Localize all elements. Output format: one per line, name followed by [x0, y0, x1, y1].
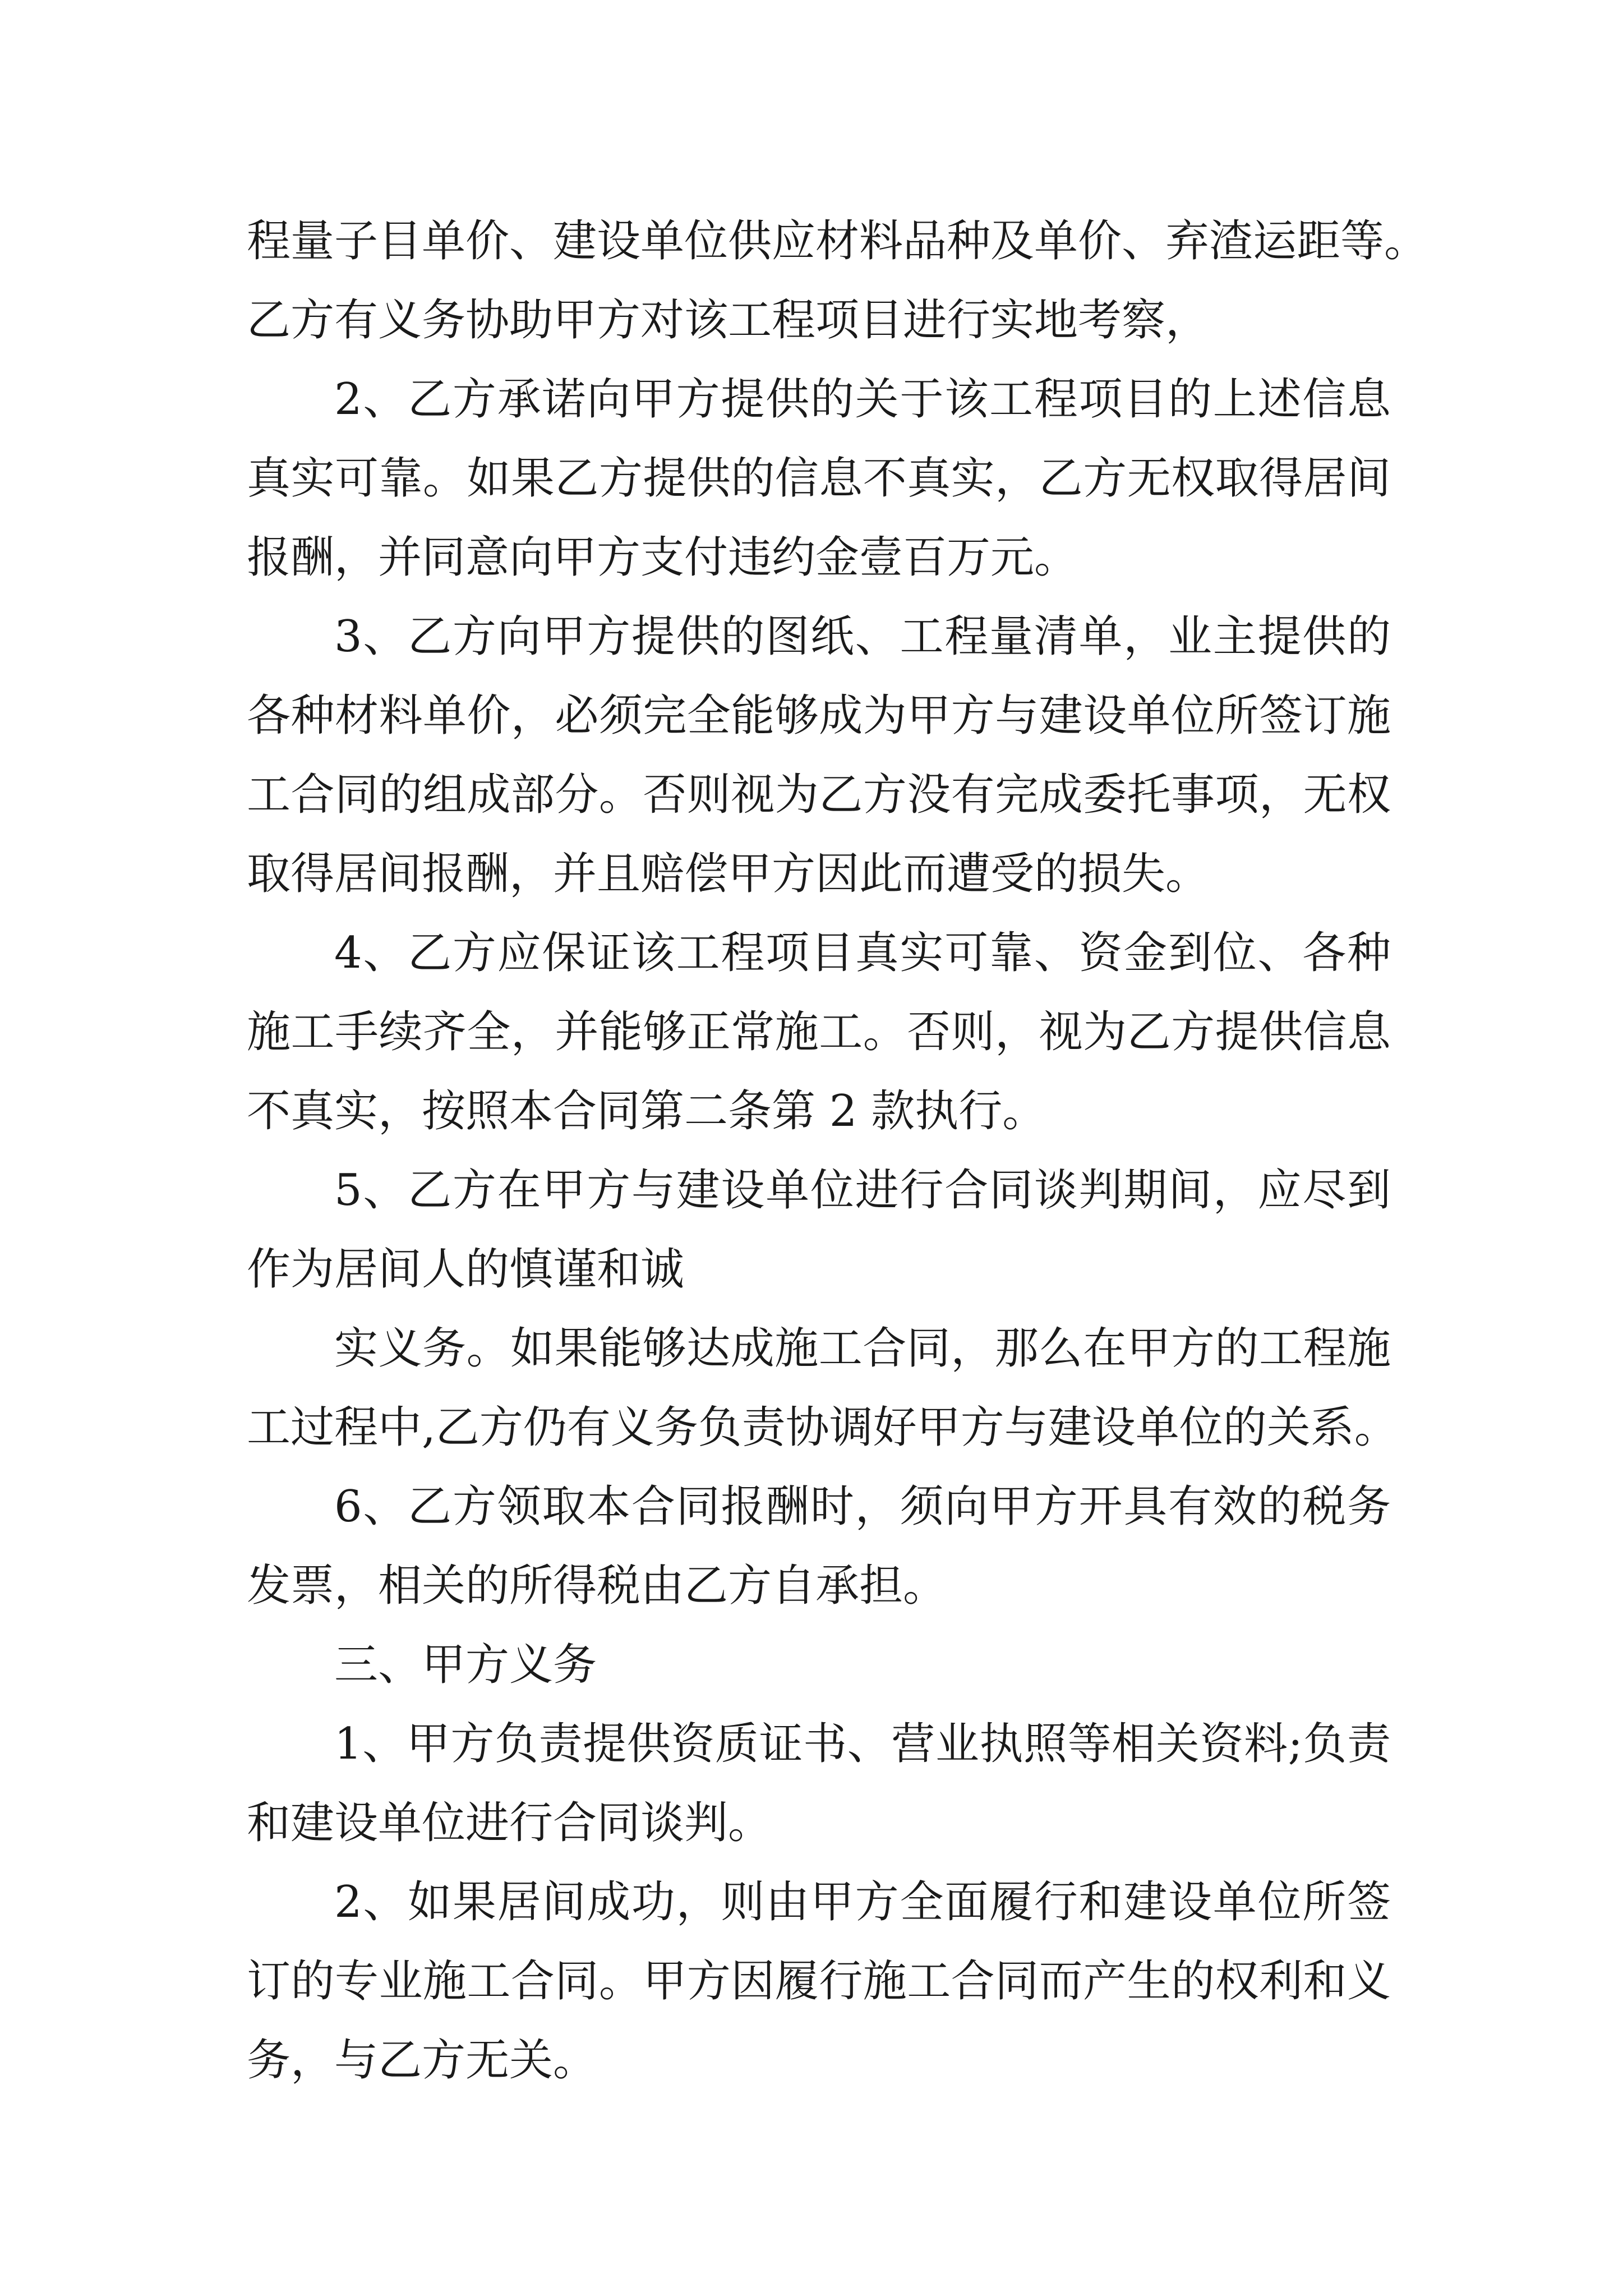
paragraph-first-line: 3、乙方向甲方提供的图纸、工程量清单，业主提供的 — [334, 611, 1391, 662]
text-line: 报酬，并同意向甲方支付违约金壹百万元。 — [247, 532, 1078, 583]
text-line: 作为居间人的慎谨和诚 — [247, 1244, 685, 1295]
text-line: 务，与乙方无关。 — [247, 2035, 597, 2086]
text-line: 各种材料单价，必须完全能够成为甲方与建设单位所签订施 — [247, 691, 1391, 741]
text-line: 工过程中,乙方仍有义务负责协调好甲方与建设单位的关系。 — [247, 1402, 1398, 1453]
paragraph-first-line: 4、乙方应保证该工程项目真实可靠、资金到位、各种 — [334, 928, 1391, 978]
text-line: 订的专业施工合同。甲方因履行施工合同而产生的权利和义 — [247, 1956, 1391, 2007]
text-line: 和建设单位进行合同谈判。 — [247, 1798, 772, 1848]
paragraph-first-line: 1、甲方负责提供资质证书、营业执照等相关资料;负责 — [334, 1719, 1391, 1769]
text-line: 工合同的组成部分。否则视为乙方没有完成委托事项，无权 — [247, 770, 1391, 820]
text-line: 乙方有义务协助甲方对该工程项目进行实地考察， — [247, 295, 1210, 346]
text-line: 施工手续齐全，并能够正常施工。否则，视为乙方提供信息 — [247, 1007, 1391, 1057]
text-line: 不真实，按照本合同第二条第 2 款执行。 — [247, 1086, 1046, 1137]
paragraph-first-line: 5、乙方在甲方与建设单位进行合同谈判期间，应尽到 — [334, 1165, 1391, 1216]
text-line: 程量子目单价、建设单位供应材料品种及单价、弃渣运距等。 — [247, 216, 1428, 266]
text-line: 发票，相关的所得税由乙方自承担。 — [247, 1561, 947, 1611]
text-line: 真实可靠。如果乙方提供的信息不真实，乙方无权取得居间 — [247, 453, 1391, 504]
paragraph-first-line: 6、乙方领取本合同报酬时，须向甲方开具有效的税务 — [334, 1481, 1391, 1532]
document-body — [247, 202, 1428, 2100]
paragraph-first-line: 实义务。如果能够达成施工合同，那么在甲方的工程施 — [334, 1323, 1391, 1374]
paragraph-first-line: 2、乙方承诺向甲方提供的关于该工程项目的上述信息 — [334, 374, 1391, 425]
text-line: 取得居间报酬，并且赔偿甲方因此而遭受的损失。 — [247, 849, 1210, 899]
section-heading: 三、甲方义务 — [334, 1640, 597, 1690]
paragraph-first-line: 2、如果居间成功，则由甲方全面履行和建设单位所签 — [334, 1877, 1391, 1927]
